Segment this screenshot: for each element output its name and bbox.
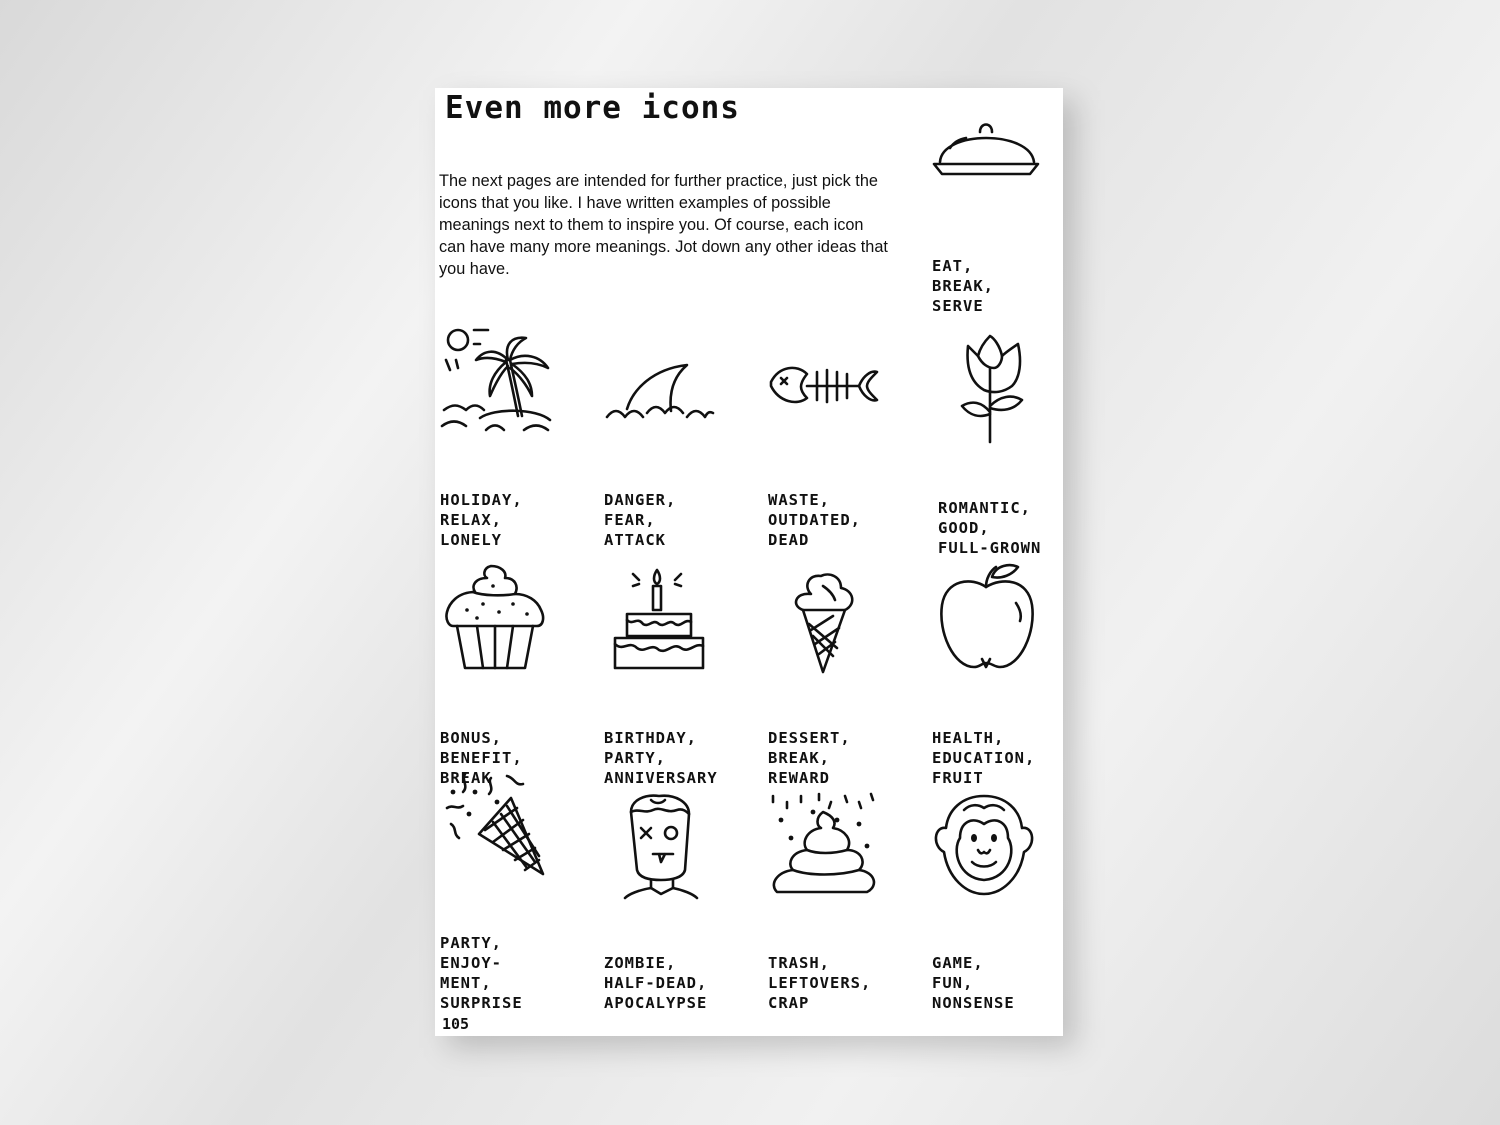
icon-label: TRASH, LEFTOVERS, CRAP: [768, 954, 872, 1012]
icon-label: BIRTHDAY, PARTY, ANNIVERSARY: [604, 729, 718, 787]
birthday-cake-icon: [611, 566, 707, 672]
icon-label: EAT, BREAK, SERVE: [932, 257, 994, 315]
palm-island-icon: [440, 326, 552, 436]
icon-label: GAME, FUN, NONSENSE: [932, 954, 1015, 1012]
apple-icon: [938, 563, 1036, 673]
book-page: [435, 88, 1063, 1036]
monkey-icon: [932, 794, 1036, 896]
party-popper-icon: [445, 772, 549, 878]
icon-label: HEALTH, EDUCATION, FRUIT: [932, 729, 1036, 787]
shark-fin-icon: [603, 363, 715, 423]
page-title: Even more icons: [445, 90, 740, 126]
page-number: 105: [442, 1015, 470, 1033]
icon-label: DESSERT, BREAK, REWARD: [768, 729, 851, 787]
icon-label: ZOMBIE, HALF-DEAD, APOCALYPSE: [604, 954, 708, 1012]
icon-label: BONUS, BENEFIT, BREAK: [440, 729, 523, 787]
zombie-icon: [621, 794, 701, 898]
serving-cloche-icon: [930, 118, 1042, 180]
cupcake-icon: [443, 564, 547, 672]
rose-icon: [960, 334, 1028, 444]
ice-cream-cone-icon: [789, 572, 859, 674]
intro-paragraph: The next pages are intended for further practice, just pick the icons that you like. I have written examples of possible meanings next to them to inspire you. Of course, each icon can have many more meanings. Jot down any other ideas that you have.: [439, 172, 888, 278]
icon-label: ROMANTIC, GOOD, FULL-GROWN: [938, 499, 1042, 557]
poop-icon: [767, 794, 879, 896]
icon-label: WASTE, OUTDATED, DEAD: [768, 491, 861, 549]
fish-bone-icon: [767, 360, 879, 410]
icon-label: HOLIDAY, RELAX, LONELY: [440, 491, 523, 549]
icon-label: DANGER, FEAR, ATTACK: [604, 491, 677, 549]
icon-label: PARTY, ENJOY- MENT, SURPRISE: [440, 934, 523, 1012]
